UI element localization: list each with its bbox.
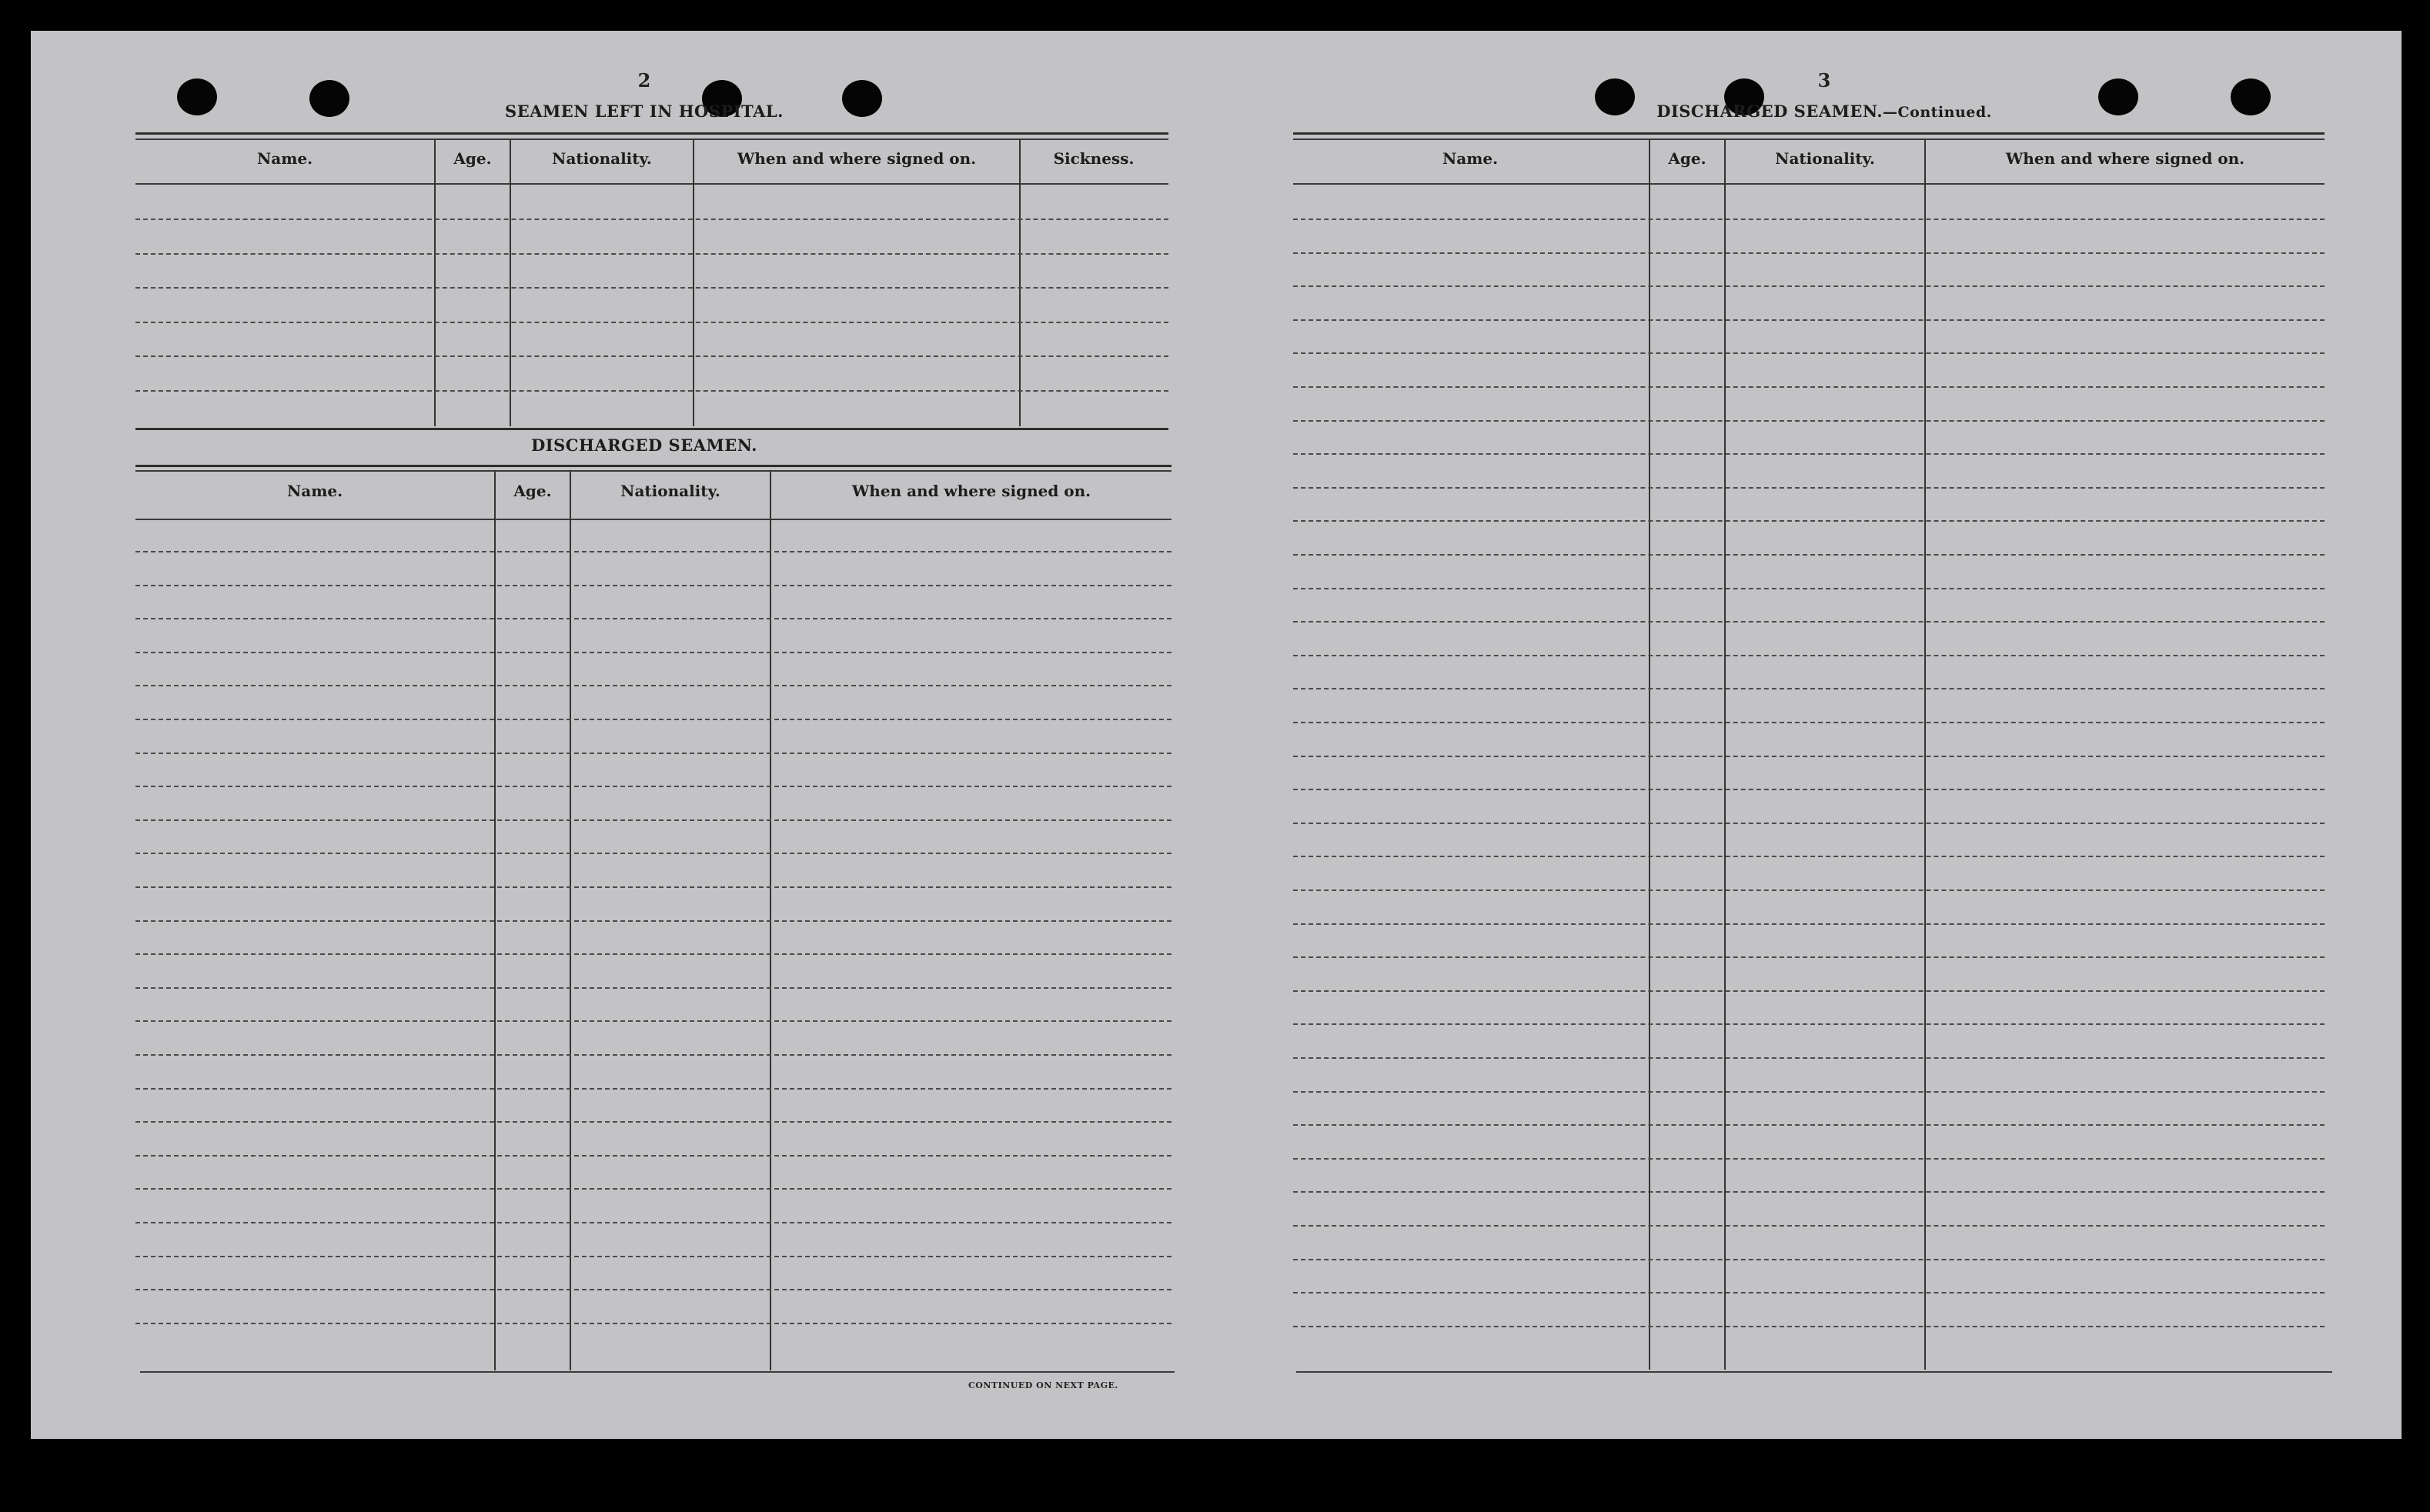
- entry-line: [135, 953, 1172, 955]
- entry-line: [1293, 1259, 2325, 1260]
- entry-line: [1293, 1023, 2325, 1025]
- column-divider: [510, 140, 511, 426]
- entry-line: [1293, 990, 2325, 992]
- right-page: [1293, 31, 2355, 1439]
- entry-line: [135, 355, 1168, 357]
- entry-line: [1293, 1225, 2325, 1227]
- scanned-form-sheet: [31, 31, 2402, 1439]
- entry-line: [1293, 1292, 2325, 1293]
- entry-line: [1293, 1191, 2325, 1193]
- column-divider: [1649, 140, 1650, 1370]
- entry-line: [1293, 352, 2325, 354]
- entry-line: [135, 1222, 1172, 1223]
- entry-line: [1293, 890, 2325, 891]
- table-top-rule: [1293, 132, 2325, 135]
- entry-line: [135, 786, 1172, 787]
- table-top-rule: [1293, 139, 2325, 140]
- entry-line: [1293, 588, 2325, 589]
- entry-line: [1293, 789, 2325, 790]
- column-header-age: Age.: [453, 149, 492, 168]
- entry-line: [1293, 956, 2325, 958]
- entry-line: [135, 219, 1168, 220]
- table-bottom-rule: [1296, 1371, 2332, 1373]
- column-header-signed-on: When and where signed on.: [2005, 149, 2245, 168]
- entry-line: [1293, 453, 2325, 455]
- entry-line: [135, 287, 1168, 289]
- continued-section-title: [1293, 102, 2355, 121]
- entry-line: [135, 1323, 1172, 1324]
- header-underline: [1293, 183, 2325, 185]
- page-number: 3: [1817, 69, 1831, 92]
- column-header-name: Name.: [286, 482, 343, 500]
- entry-line: [135, 685, 1172, 686]
- column-divider: [434, 140, 436, 426]
- header-underline: [135, 519, 1172, 520]
- entry-line: [1293, 487, 2325, 489]
- entry-line: [1293, 420, 2325, 422]
- discharged-section-title: DISCHARGED SEAMEN.: [531, 436, 757, 455]
- table-top-rule: [135, 132, 1168, 135]
- column-divider: [1924, 140, 1926, 1370]
- entry-line: [1293, 1326, 2325, 1327]
- entry-line: [135, 853, 1172, 854]
- entry-line: [1293, 722, 2325, 723]
- column-header-signed-on: When and where signed on.: [851, 482, 1091, 500]
- entry-line: [1293, 688, 2325, 689]
- entry-line: [1293, 285, 2325, 287]
- section-rule: [135, 428, 1168, 430]
- title-suffix: —Continued.: [1883, 104, 1992, 121]
- entry-line: [1293, 386, 2325, 388]
- entry-line: [135, 753, 1172, 754]
- entry-line: [135, 1121, 1172, 1123]
- continued-note: CONTINUED ON NEXT PAGE.: [968, 1380, 1118, 1390]
- column-header-name: Name.: [1442, 149, 1499, 168]
- column-divider: [693, 140, 694, 426]
- table-bottom-rule: [140, 1371, 1175, 1373]
- entry-line: [135, 1054, 1172, 1056]
- entry-line: [135, 886, 1172, 888]
- column-header-age: Age.: [1668, 149, 1706, 168]
- entry-line: [1293, 756, 2325, 757]
- entry-line: [1293, 319, 2325, 321]
- table-top-rule: [135, 465, 1172, 467]
- entry-line: [1293, 856, 2325, 857]
- entry-line: [1293, 621, 2325, 622]
- entry-line: [1293, 655, 2325, 656]
- column-divider: [1019, 140, 1021, 426]
- column-divider: [1724, 140, 1726, 1370]
- entry-line: [1293, 1124, 2325, 1126]
- page-number: 2: [637, 69, 651, 92]
- entry-line: [135, 551, 1172, 552]
- column-header-nationality: Nationality.: [620, 482, 720, 500]
- header-underline: [135, 183, 1168, 185]
- column-header-signed-on: When and where signed on.: [737, 149, 977, 168]
- entry-line: [1293, 520, 2325, 522]
- entry-line: [135, 987, 1172, 989]
- entry-line: [135, 1020, 1172, 1022]
- title-main: DISCHARGED SEAMEN.: [1656, 102, 1884, 121]
- entry-line: [1293, 1158, 2325, 1160]
- entry-line: [135, 585, 1172, 586]
- column-header-sickness: Sickness.: [1053, 149, 1135, 168]
- entry-line: [135, 719, 1172, 720]
- table-top-rule: [135, 139, 1168, 140]
- entry-line: [135, 618, 1172, 619]
- entry-line: [135, 1188, 1172, 1190]
- entry-line: [135, 1289, 1172, 1290]
- entry-line: [1293, 554, 2325, 556]
- entry-line: [1293, 1057, 2325, 1059]
- column-header-name: Name.: [256, 149, 313, 168]
- hospital-section-title: SEAMEN LEFT IN HOSPITAL.: [505, 102, 784, 121]
- table-top-rule: [135, 470, 1172, 472]
- entry-line: [135, 322, 1168, 323]
- entry-line: [1293, 1091, 2325, 1093]
- column-header-nationality: Nationality.: [552, 149, 652, 168]
- entry-line: [135, 920, 1172, 922]
- entry-line: [135, 1088, 1172, 1090]
- entry-line: [135, 1256, 1172, 1257]
- entry-line: [1293, 923, 2325, 925]
- column-header-age: Age.: [513, 482, 552, 500]
- entry-line: [135, 652, 1172, 653]
- column-header-nationality: Nationality.: [1775, 149, 1875, 168]
- entry-line: [1293, 823, 2325, 824]
- entry-line: [1293, 252, 2325, 254]
- entry-line: [135, 1155, 1172, 1157]
- entry-line: [1293, 219, 2325, 220]
- left-page: [106, 31, 1182, 1439]
- entry-line: [135, 390, 1168, 392]
- entry-line: [135, 819, 1172, 821]
- entry-line: [135, 253, 1168, 255]
